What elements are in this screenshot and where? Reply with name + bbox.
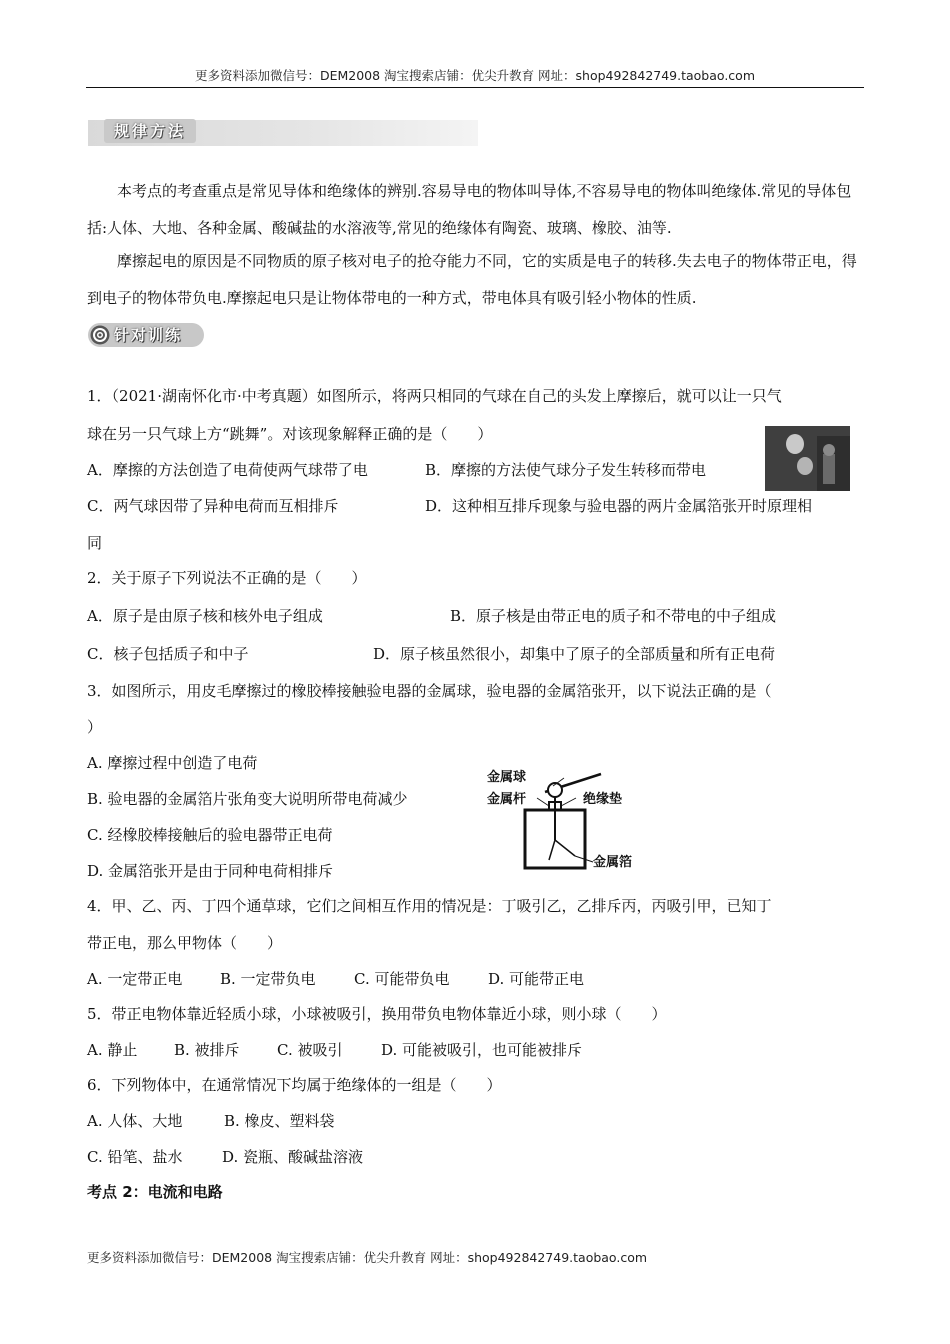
- question-4-stem-cont: 带正电，那么甲物体（ ）: [87, 934, 283, 952]
- electroscope-diagram: [483, 768, 653, 880]
- paragraph-1: 本考点的考查重点是常见导体和绝缘体的辨别.容易导电的物体叫导体,不容易导电的物体叫绝缘体.常见的导体包括:人体、大地、各种金属、酸碱盐的水溶液等,常见的绝缘体有陶瓷、玻璃、橡胶、油等.: [87, 182, 852, 237]
- question-6-option-c: C. 铅笔、盐水: [87, 1148, 183, 1166]
- question-3-option-a: A. 摩擦过程中创造了电荷: [87, 754, 258, 772]
- question-3-stem-cont: ）: [87, 718, 103, 736]
- question-1-stem-cont: 球在另一只气球上方“跳舞”。对该现象解释正确的是（ ）: [87, 425, 493, 443]
- question-6-option-a: A. 人体、大地: [87, 1112, 183, 1130]
- question-2-option-a: A．原子是由原子核和核外电子组成: [87, 607, 323, 625]
- question-5-option-d: D. 可能被吸引，也可能被排斥: [381, 1041, 583, 1059]
- question-5-stem: 5．带正电物体靠近轻质小球，小球被吸引，换用带负电物体靠近小球，则小球（ ）: [87, 1005, 667, 1023]
- page-header: 更多资料添加微信号：DEM2008 淘宝搜索店铺：优尖升教育 网址：shop492842749.taobao.com: [194, 68, 756, 83]
- question-2-option-b: B．原子核是由带正电的质子和不带电的中子组成: [450, 607, 777, 625]
- question-3-option-b: B. 验电器的金属箔片张角变大说明所带电荷减少: [87, 790, 408, 808]
- question-4-option-b: B. 一定带负电: [220, 970, 316, 988]
- question-2-option-d: D．原子核虽然很小，却集中了原子的全部质量和所有正电荷: [373, 645, 776, 663]
- question-3-option-d: D. 金属箔张开是由于同种电荷相排斥: [87, 862, 334, 880]
- question-3-option-c: C. 经橡胶棒接触后的验电器带正电荷: [87, 826, 333, 844]
- question-6-option-b: B. 橡皮、塑料袋: [224, 1112, 335, 1130]
- section-title-method: 规律方法: [104, 119, 196, 143]
- section-title-training: 针对训练: [114, 326, 183, 344]
- question-1-option-b: B．摩擦的方法使气球分子发生转移而带电: [425, 461, 707, 479]
- label-metal-ball: 金属球: [487, 770, 527, 785]
- question-1-option-d: D．这种相互排斥现象与验电器的两片金属箔张开时原理相: [425, 497, 813, 515]
- question-5-option-c: C. 被吸引: [277, 1041, 343, 1059]
- balloon-photo: [765, 426, 850, 491]
- label-metal-foil: 金属箔: [593, 855, 633, 870]
- question-5-option-b: B. 被排斥: [174, 1041, 240, 1059]
- question-2-option-c: C．核子包括质子和中子: [87, 645, 249, 663]
- section-2-heading: 考点 2：电流和电路: [87, 1183, 223, 1201]
- question-4-stem: 4．甲、乙、丙、丁四个通草球，它们之间相互作用的情况是：丁吸引乙，乙排斥丙，丙吸引甲，已知丁: [87, 897, 772, 915]
- question-2-stem: 2．关于原子下列说法不正确的是（ ）: [87, 569, 367, 587]
- page-footer: 更多资料添加微信号：DEM2008 淘宝搜索店铺：优尖升教育 网址：shop492842749.taobao.com: [87, 1250, 648, 1265]
- question-6-stem: 6．下列物体中，在通常情况下均属于绝缘体的一组是（ ）: [87, 1076, 502, 1094]
- question-6-option-d: D. 瓷瓶、酸碱盐溶液: [222, 1148, 364, 1166]
- question-4-option-d: D. 可能带正电: [488, 970, 585, 988]
- question-4-option-c: C. 可能带负电: [354, 970, 450, 988]
- header-rule: [86, 87, 864, 88]
- question-4-option-a: A. 一定带正电: [87, 970, 183, 988]
- question-1-stem: 1．（2021·湖南怀化市·中考真题）如图所示，将两只相同的气球在自己的头发上摩擦后，就可以让一只气: [87, 387, 782, 405]
- label-metal-rod: 金属杆: [487, 792, 527, 807]
- question-5-option-a: A. 静止: [87, 1041, 138, 1059]
- question-3-stem: 3．如图所示，用皮毛摩擦过的橡胶棒接触验电器的金属球，验电器的金属箔张开，以下说法正确的是（: [87, 682, 772, 700]
- target-icon: [90, 325, 110, 345]
- question-1-option-c: C．两气球因带了异种电荷而互相排斥: [87, 497, 339, 515]
- paragraph-2: 摩擦起电的原因是不同物质的原子核对电子的抢夺能力不同，它的实质是电子的转移.失去电子的物体带正电，得到电子的物体带负电.摩擦起电只是让物体带电的一种方式，带电体具有吸引轻小物体的性质.: [87, 252, 857, 307]
- label-insulating-pad: 绝缘垫: [583, 792, 623, 807]
- question-1-option-a: A．摩擦的方法创造了电荷使两气球带了电: [87, 461, 368, 479]
- question-1-option-d-cont: 同: [87, 534, 103, 552]
